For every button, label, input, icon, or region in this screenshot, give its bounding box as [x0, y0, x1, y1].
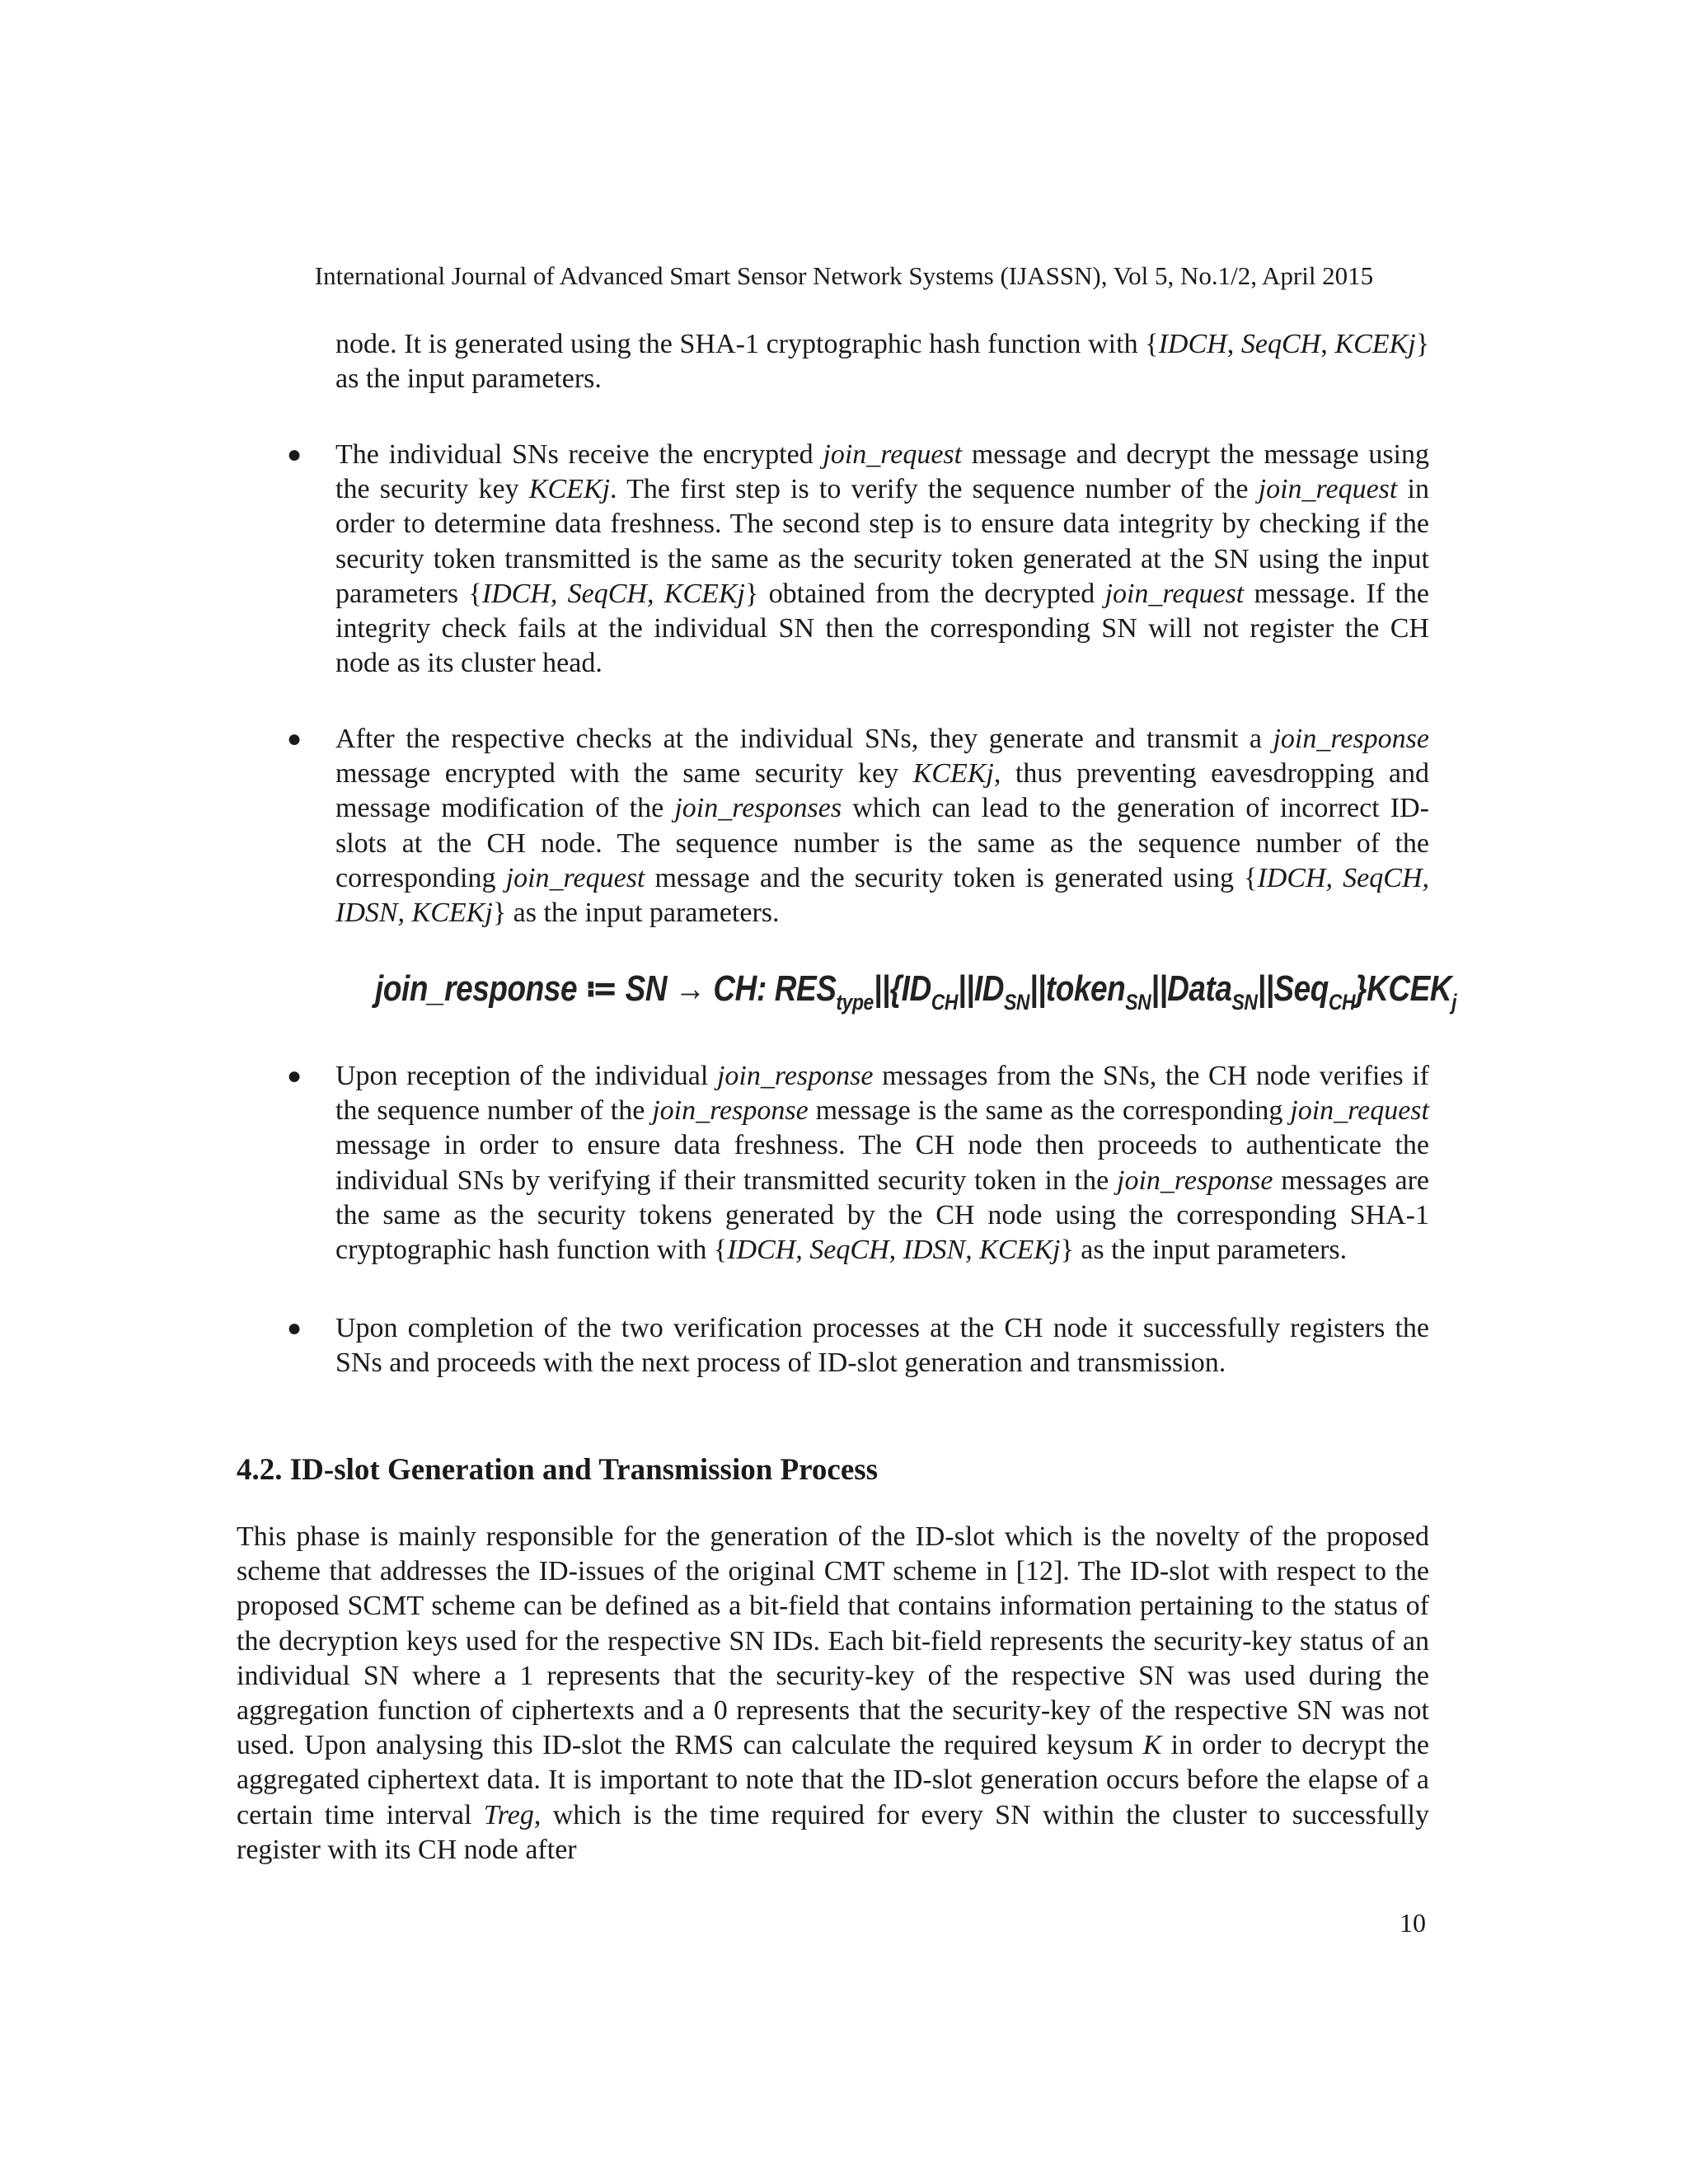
bullet-join-response: After the respective checks at the individual SNs, they generate and transmit a join_response message encrypted with the same security key KCEKj, thus preventing eavesdropping and message modification of the join_responses which can lead to the generation of incorrect ID-slots at the CH node. The sequence number is the same as the sequence number of the corresponding join_request message and the security token is generated using {IDCH, SeqCH, IDSN, KCEKj} as the input parameters.: [335, 724, 1430, 929]
bullet-registration-complete: Upon completion of the two verification processes at the CH node it successfully registers the SNs and proceeds with the next process of ID-slot generation and transmission.: [335, 1313, 1429, 1379]
page-number: 10: [1400, 1908, 1426, 1938]
join-response-formula: join_response ≔ SN → CH: $RES_{type}||\{ID_{CH}||ID_{SN}||token_{SN}||Data_{SN}||Seq_{CH}\}KCEK_j$: [375, 968, 1457, 1015]
bullet-marker: ●: [287, 725, 302, 752]
journal-header: International Journal of Advanced Smart Sensor Network Systems (IJASSN), Vol 5, No.1/2, April 2015: [314, 261, 1374, 290]
section-heading: 4.2. ID-slot Generation and Transmission Process: [237, 1453, 879, 1487]
bullet-continuation: node. It is generated using the SHA-1 cryptographic hash function with {IDCH, SeqCH, KCEKj} as the input parameters.: [335, 329, 1430, 395]
bullet-marker: ●: [287, 441, 302, 468]
bullet-ch-verification: Upon reception of the individual join_response messages from the SNs, the CH node verifies if the sequence number of the join_response message is the same as the corresponding join_request message in order to ensure data freshness. The CH node then proceeds to authenticate the individual SNs by verifying if their transmitted security token in the join_response messages are the same as the security tokens generated by the CH node using the corresponding SHA-1 cryptographic hash function with {IDCH, SeqCH, IDSN, KCEKj} as the input parameters.: [335, 1061, 1429, 1266]
body-paragraph: This phase is mainly responsible for the generation of the ID-slot which is the novelty of the proposed scheme that addresses the ID-issues of the original CMT scheme in [12]. The ID-slot with respect to the proposed SCMT scheme can be defined as a bit-field that contains information pertaining to the status of the decryption keys used for the respective SN IDs. Each bit-field represents the security-key status of an individual SN where a 1 represents that the security-key of the respective SN was used during the aggregation function of ciphertexts and a 0 represents that the security-key of the respective SN was not used. Upon analysing this ID-slot the RMS can calculate the required keysum K in order to decrypt the aggregated ciphertext data. It is important to note that the ID-slot generation occurs before the elapse of a certain time interval Treg, which is the time required for every SN within the cluster to successfully register with its CH node after: [237, 1521, 1429, 1865]
bullet-decrypt-join-request: The individual SNs receive the encrypted join_request message and decrypt the message using the security key KCEKj. The first step is to verify the sequence number of the join_request in order to determine data freshness. The second step is to ensure data integrity by checking if the security token transmitted is the same as the security token generated at the SN using the input parameters {IDCH, SeqCH, KCEKj} obtained from the decrypted join_request message. If the integrity check fails at the individual SN then the corresponding SN will not register the CH node as its cluster head.: [335, 439, 1429, 679]
bullet-marker: ●: [287, 1315, 302, 1342]
bullet-marker: ●: [287, 1062, 302, 1090]
